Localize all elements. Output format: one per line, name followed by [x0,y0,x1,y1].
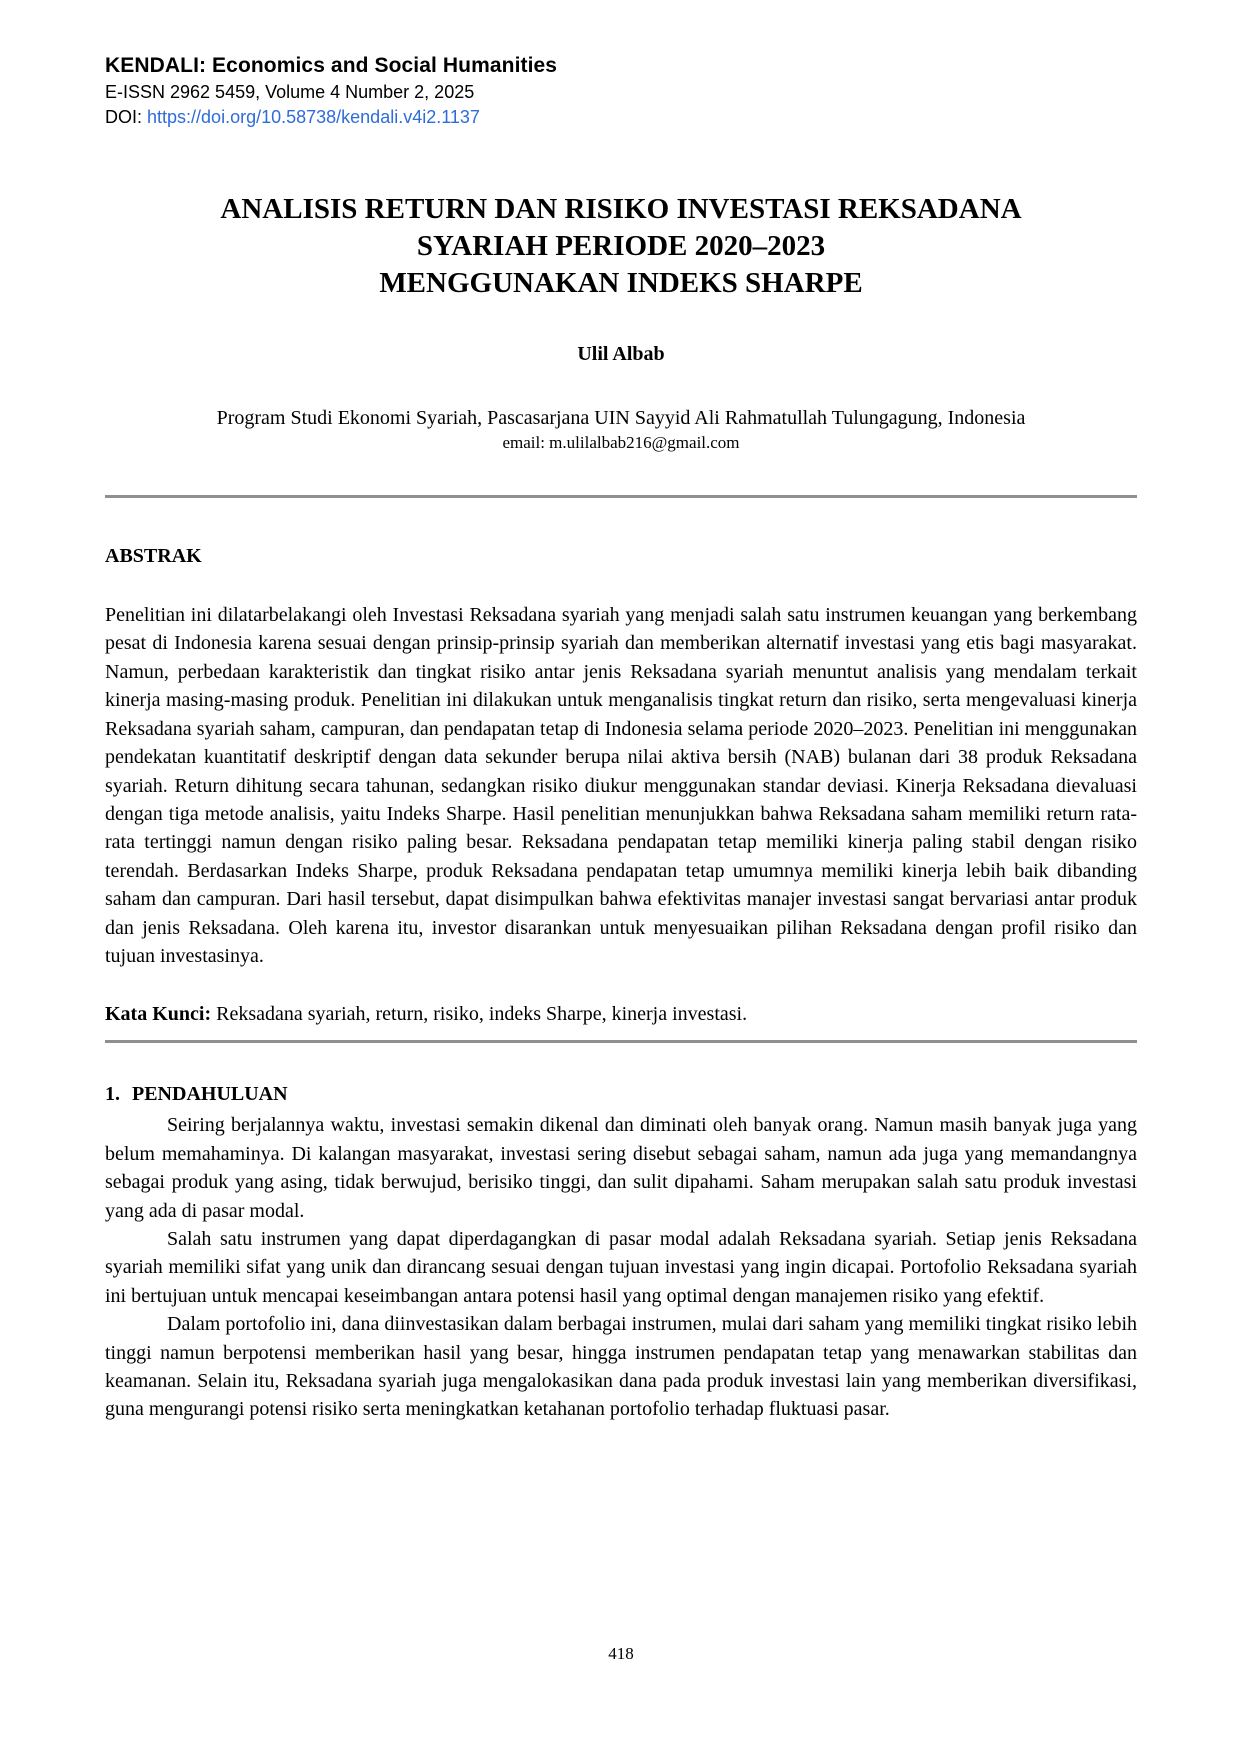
affiliation: Program Studi Ekonomi Syariah, Pascasarjana UIN Sayyid Ali Rahmatullah Tulungagung, Indonesia [216,407,1026,430]
doi-label: DOI: [105,106,148,127]
section-title: PENDAHULUAN [132,1083,288,1106]
intro-paragraph-3: Dalam portofolio ini, dana diinvestasikan dalam berbagai instrumen, mulai dari saham yang memiliki tingkat risiko lebih tinggi namun berpotensi memberikan hasil yang besar, hingga instrumen pendapatan tetap yang menawarkan stabilitas dan keamanan. Selain itu, Reksadana syariah juga mengalokasikan dana pada produk investasi lain yang memberikan diversifikasi, guna mengurangi potensi risiko serta meningkatkan ketahanan portofolio terhadap fluktuasi pasar. [105,1313,1137,1421]
keywords-label: Kata Kunci: [105,1003,212,1026]
journal-header [105,52,1137,129]
keywords-line [105,1000,1137,1028]
journal-name: KENDALI: Economics and Social Humanities [105,54,558,77]
issn-line: E-ISSN 2962 5459, Volume 4 Number 2, 2025 [105,82,475,103]
article-title [105,191,1137,302]
abstract-heading: ABSTRAK [105,545,202,568]
section-number: 1. [105,1083,120,1106]
intro-paragraph-2: Salah satu instrumen yang dapat diperdagangkan di pasar modal adalah Reksadana syariah. Setiap jenis Reksadana syariah memiliki sifat yang unik dan dirancang sesuai dengan tujuan investasi yang ingin dicapai. Portofolio Reksadana syariah ini bertujuan untuk mencapai keseimbangan antara potensi hasil yang optimal dengan manajemen risiko yang efektif. [105,1227,1137,1307]
doi-link[interactable]: https://doi.org/10.58738/kendali.v4i2.1137 [147,106,480,127]
abstract-section [105,543,1137,1028]
section-heading [105,1081,1137,1107]
title-line-1: ANALISIS RETURN DAN RISIKO INVESTASI REKSADANA [220,193,1022,226]
title-line-3: MENGGUNAKAN INDEKS SHARPE [379,267,863,300]
keywords-text: Reksadana syariah, return, risiko, indeks Sharpe, kinerja investasi. [211,1003,748,1026]
author-name: Ulil Albab [577,343,665,366]
divider-top [105,495,1137,498]
email-line: email: m.ulilalbab216@gmail.com [502,433,740,453]
introduction-section [105,1081,1137,1423]
divider-bottom [105,1040,1137,1043]
page-number: 418 [608,1644,634,1663]
intro-paragraph-1: Seiring berjalannya waktu, investasi semakin dikenal dan diminati oleh banyak orang. Namun masih banyak juga yang belum memahaminya. Di kalangan masyarakat, investasi sering disebut sebagai saham, namun ada juga yang memandangnya sebagai produk yang asing, tidak berwujud, berisiko tinggi, dan sulit dipahami. Saham merupakan salah satu produk investasi yang ada di pasar modal. [105,1114,1137,1222]
abstract-body: Penelitian ini dilatarbelakangi oleh Investasi Reksadana syariah yang menjadi salah satu instrumen keuangan yang berkembang pesat di Indonesia karena sesuai dengan prinsip-prinsip syariah dan memberikan alternatif investasi yang etis bagi masyarakat. Namun, perbedaan karakteristik dan tingkat risiko antar jenis Reksadana syariah menuntut analisis yang mendalam terkait kinerja masing-masing produk. Penelitian ini dilakukan untuk menganalisis tingkat return dan risiko, serta mengevaluasi kinerja Reksadana syariah saham, campuran, dan pendapatan tetap di Indonesia selama periode 2020–2023. Penelitian ini menggunakan pendekatan kuantitatif deskriptif dengan data sekunder berupa nilai aktiva bersih (NAB) bulanan dari 38 produk Reksadana syariah. Return dihitung secara tahunan, sedangkan risiko diukur menggunakan standar deviasi. Kinerja Reksadana dievaluasi dengan tiga metode analisis, yaitu Indeks Sharpe. Hasil penelitian menunjukkan bahwa Reksadana saham memiliki return rata-rata tertinggi namun dengan risiko paling besar. Reksadana pendapatan tetap memiliki kinerja paling stabil dengan risiko terendah. Berdasarkan Indeks Sharpe, produk Reksadana pendapatan tetap umumnya memiliki kinerja lebih baik dibanding saham dan campuran. Dari hasil tersebut, dapat disimpulkan bahwa efektivitas manajer investasi sangat bervariasi antar produk dan jenis Reksadana. Oleh karena itu, investor disarankan untuk menyesuaikan pilihan Reksadana dengan profil risiko dan tujuan investasinya. [105,604,1137,967]
title-line-2: SYARIAH PERIODE 2020–2023 [416,230,826,263]
doi-line [105,106,1137,129]
